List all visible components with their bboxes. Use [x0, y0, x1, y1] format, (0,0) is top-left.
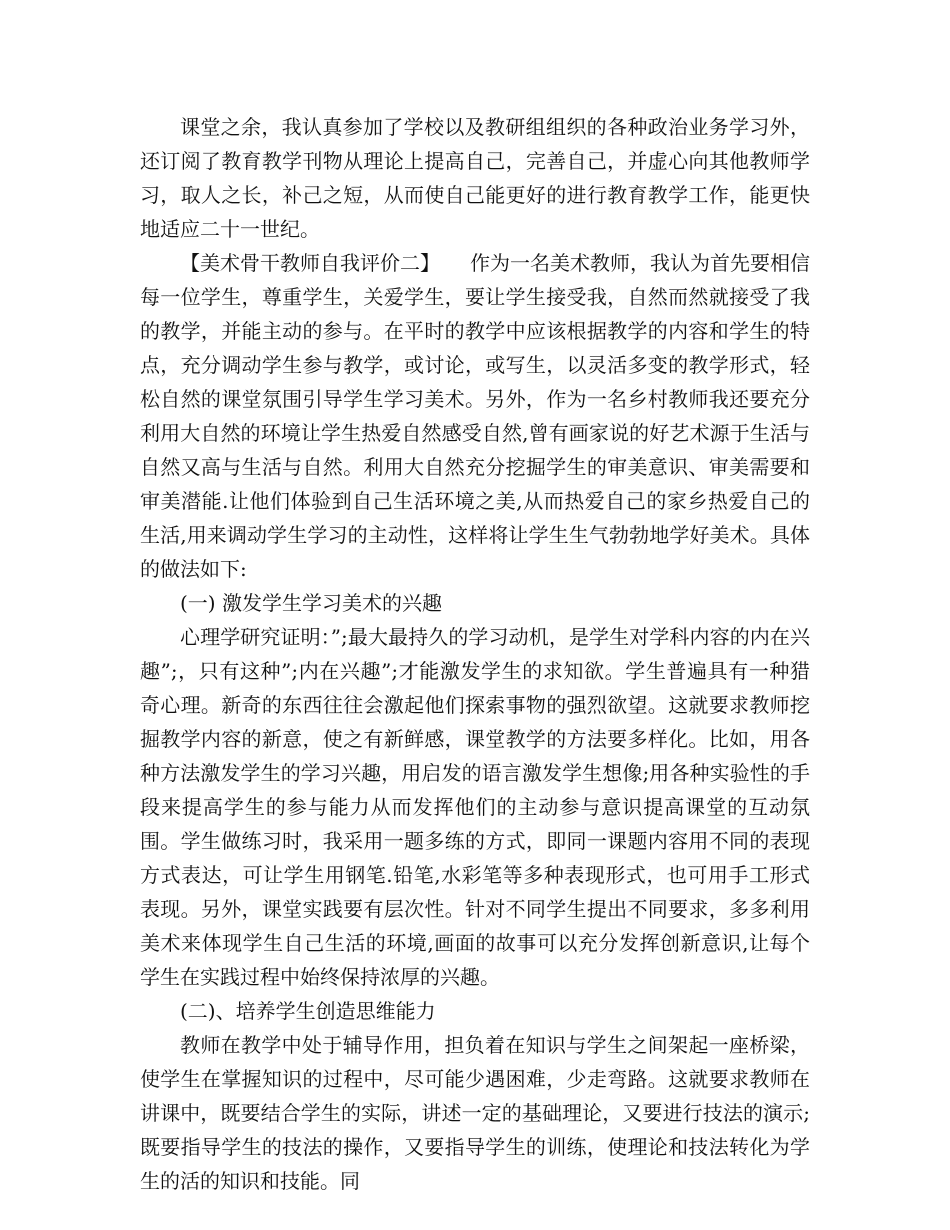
section-heading-creative-thinking: (二)、培养学生创造思维能力 [180, 999, 436, 1023]
document-body [140, 110, 810, 1198]
paragraph-interest: 心理学研究证明：”;最大最持久的学习动机，是学生对学科内容的内在兴趣”;，只有这种”;内在兴趣”;才能激发学生的求知欲。学生普遍具有一种猎奇心理。新奇的东西往往会激起他们探索事物的强烈欲望。这就要求教师挖掘教学内容的新意，使之有新鲜感，课堂教学的方法要多样化。比如，用各种方法激发学生的学习兴趣，用启发的语言激发学生想像;用各种实验性的手段来提高学生的参与能力从而发挥他们的主动参与意识提高课堂的互动氛围。学生做练习时，我采用一题多练的方式，即同一课题内容用不同的表现方式表达，可让学生用钢笔.铅笔,水彩笔等多种表现形式，也可用手工形式表现。另外，课堂实践要有层次性。针对不同学生提出不同要求，多多利用美术来体现学生自己生活的环境,画面的故事可以充分发挥创新意识,让每个学生在实践过程中始终保持浓厚的兴趣。 [140, 625, 810, 989]
paragraph-evaluation-two: 【美术骨干教师自我评价二】 作为一名美术教师，我认为首先要相信每一位学生，尊重学生，关爱学生，要让学生接受我，自然而然就接受了我的教学，并能主动的参与。在平时的教学中应该根据教学的内容和学生的特点，充分调动学生参与教学，或讨论，或写生，以灵活多变的教学形式，轻松自然的课堂氛围引导学生学习美术。另外，作为一名乡村教师我还要充分利用大自然的环境让学生热爱自然感受自然,曾有画家说的好艺术源于生活与自然又高与生活与自然。利用大自然充分挖掘学生的审美意识、审美需要和审美潜能.让他们体验到自己生活环境之美,从而热爱自己的家乡热爱自己的生活,用来调动学生学习的主动性，这样将让学生生气勃勃地学好美术。具体的做法如下: [140, 251, 810, 581]
section-heading-interest: (一) 激发学生学习美术的兴趣 [180, 591, 442, 615]
paragraph-self-study: 课堂之余，我认真参加了学校以及教研组组织的各种政治业务学习外，还订阅了教育教学刊物从理论上提高自己，完善自己，并虚心向其他教师学习，取人之长，补己之短，从而使自己能更好的进行教育教学工作，能更快地适应二十一世纪。 [140, 115, 810, 241]
paragraph-creative-thinking: 教师在教学中处于辅导作用，担负着在知识与学生之间架起一座桥梁，使学生在掌握知识的过程中，尽可能少遇困难，少走弯路。这就要求教师在讲课中，既要结合学生的实际，讲述一定的基础理论，又要进行技法的演示;既要指导学生的技法的操作，又要指导学生的训练，使理论和技法转化为学生的活的知识和技能。同 [140, 1033, 810, 1193]
